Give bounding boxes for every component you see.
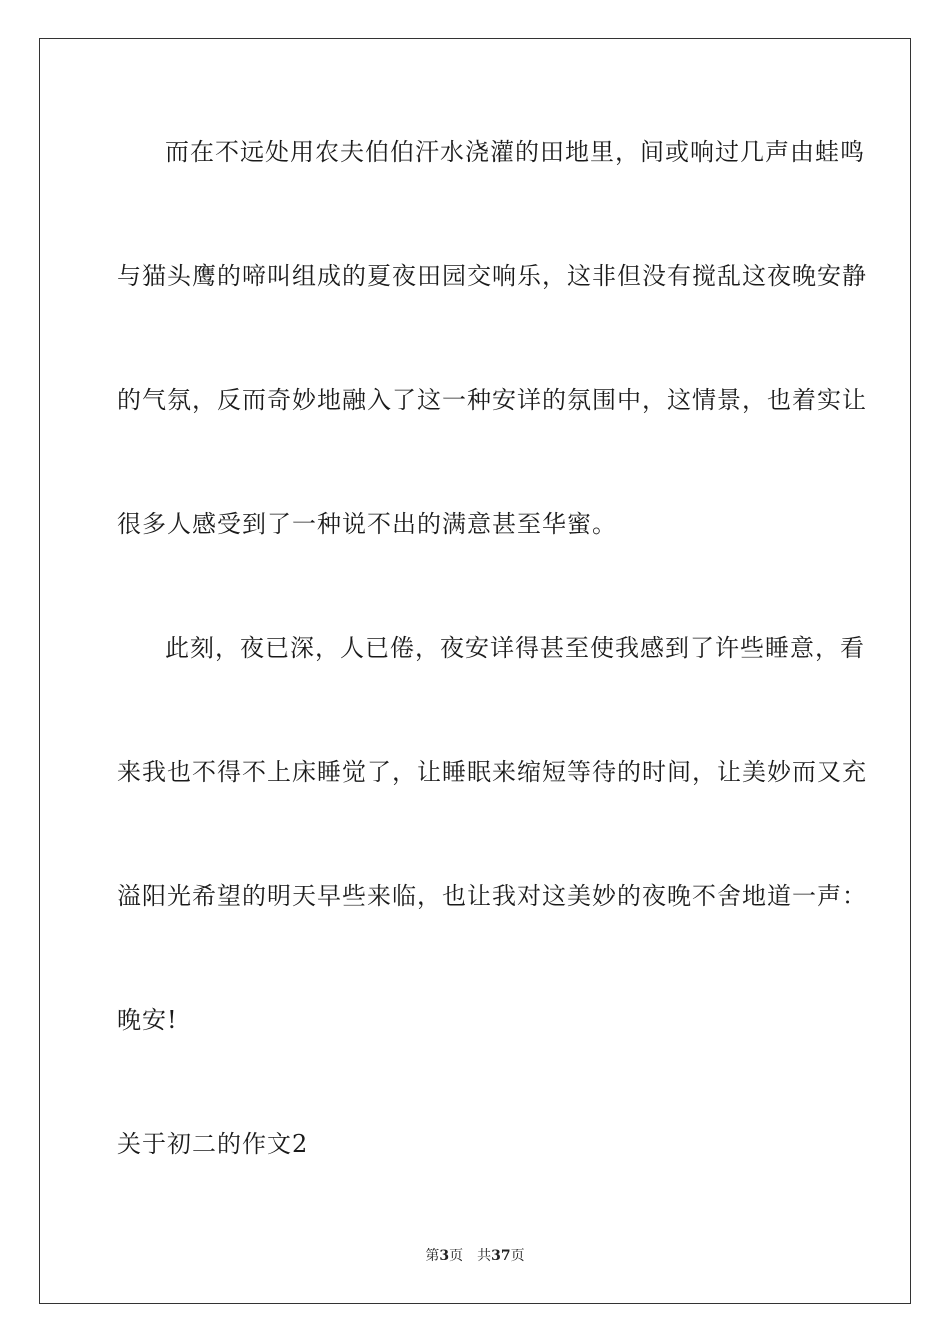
paragraph-line: 来我也不得不上床睡觉了，让睡眠来缩短等待的时间，让美妙而又充 [117,758,867,786]
paragraph-line: 溢阳光希望的明天早些来临，也让我对这美妙的夜晚不舍地道一声： [117,882,867,910]
paragraph-line: 的气氛，反而奇妙地融入了这一种安详的氛围中，这情景，也着实让 [117,386,867,414]
page-frame [39,38,911,1304]
total-prefix: 共 [477,1248,492,1264]
page-prefix: 第 [425,1248,440,1264]
page-footer [0,1247,950,1265]
section-heading: 关于初二的作文2 [117,1130,309,1158]
total-suffix: 页 [510,1248,525,1264]
paragraph-line: 很多人感受到了一种说不出的满意甚至华蜜。 [117,510,617,538]
paragraph-line: 此刻，夜已深，人已倦，夜安详得甚至使我感到了许些睡意，看 [165,634,865,662]
paragraph-line: 而在不远处用农夫伯伯汗水浇灌的田地里，间或响过几声由蛙鸣 [165,138,865,166]
page-suffix: 页 [449,1248,464,1264]
paragraph-line: 与猫头鹰的啼叫组成的夏夜田园交响乐，这非但没有搅乱这夜晚安静 [117,262,867,290]
page-current: 3 [439,1248,450,1264]
paragraph-line: 晚安! [117,1006,178,1034]
page-total: 37 [491,1248,511,1264]
